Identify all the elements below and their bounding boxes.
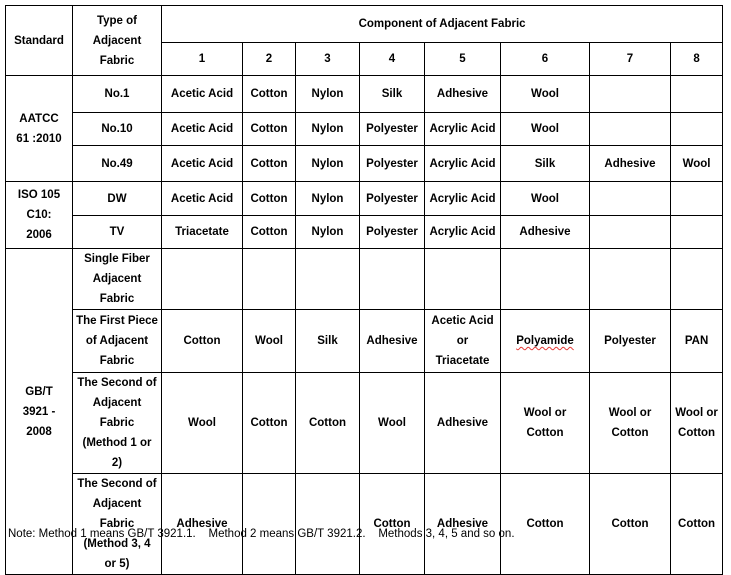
iso-standard-cell: ISO 105 C10: 2006 — [6, 182, 73, 249]
type-cell: Single Fiber Adjacent Fabric — [73, 249, 162, 310]
type-cell: The Second of Adjacent Fabric (Method 1 or 2) — [73, 373, 162, 474]
component-cell: Adhesive — [501, 216, 590, 249]
header-row-1 — [6, 6, 723, 43]
component-cell: Silk — [360, 76, 425, 113]
component-cell: Acrylic Acid — [425, 113, 501, 146]
component-cell: Cotton — [243, 146, 296, 182]
component-cell — [425, 249, 501, 310]
col-header-4: 4 — [360, 43, 425, 76]
col-header-7: 7 — [590, 43, 671, 76]
component-cell: Acrylic Acid — [425, 182, 501, 216]
table-row — [6, 373, 723, 474]
col-header-2: 2 — [243, 43, 296, 76]
component-cell: Wool or Cotton — [590, 373, 671, 474]
component-cell: Adhesive — [590, 146, 671, 182]
aatcc-standard-cell: AATCC 61 :2010 — [6, 76, 73, 182]
type-header: Type of Adjacent Fabric — [73, 6, 162, 76]
component-cell — [296, 474, 360, 575]
component-cell: Polyester — [360, 182, 425, 216]
component-cell: Adhesive — [425, 474, 501, 575]
component-cell: Polyester — [360, 216, 425, 249]
component-cell: Cotton — [243, 113, 296, 146]
component-cell: Cotton — [243, 373, 296, 474]
component-cell: Polyester — [360, 146, 425, 182]
component-cell: Cotton — [162, 310, 243, 373]
table-row — [6, 146, 723, 182]
component-cell — [590, 249, 671, 310]
component-cell: Cotton — [243, 76, 296, 113]
component-cell — [671, 216, 723, 249]
component-cell — [360, 249, 425, 310]
component-cell: Polyester — [590, 310, 671, 373]
component-cell: Adhesive — [162, 474, 243, 575]
table-row — [6, 474, 723, 575]
component-cell: Silk — [296, 310, 360, 373]
component-cell: Acetic Acid — [162, 113, 243, 146]
component-cell: Adhesive — [360, 310, 425, 373]
component-header: Component of Adjacent Fabric — [162, 6, 723, 43]
component-cell: Acetic Acid — [162, 76, 243, 113]
component-cell — [590, 182, 671, 216]
component-cell: Acetic Acid — [162, 182, 243, 216]
component-cell: Wool — [501, 76, 590, 113]
type-cell: No.49 — [73, 146, 162, 182]
col-header-3: 3 — [296, 43, 360, 76]
type-cell: The Second of Adjacent Fabric (Method 3, 4 or 5) — [73, 474, 162, 575]
spellcheck-underline-text: Polyamide — [516, 335, 574, 347]
component-cell: Cotton — [671, 474, 723, 575]
component-cell: Acetic Acid or Triacetate — [425, 310, 501, 373]
component-cell: Wool — [671, 146, 723, 182]
component-cell — [671, 182, 723, 216]
table-row — [6, 216, 723, 249]
component-cell — [590, 216, 671, 249]
gbt-standard-cell: GB/T 3921 - 2008 — [6, 249, 73, 575]
component-cell: Wool — [360, 373, 425, 474]
component-cell — [162, 249, 243, 310]
component-cell — [243, 474, 296, 575]
component-cell — [501, 310, 590, 373]
component-cell: Nylon — [296, 182, 360, 216]
component-cell: Wool — [501, 113, 590, 146]
adjacent-fabric-table — [5, 5, 723, 575]
component-cell: Nylon — [296, 76, 360, 113]
component-cell — [590, 113, 671, 146]
standard-header: Standard — [6, 6, 73, 76]
table-row — [6, 310, 723, 373]
type-cell: TV — [73, 216, 162, 249]
component-cell: Wool — [243, 310, 296, 373]
component-cell: Acrylic Acid — [425, 216, 501, 249]
component-cell: Cotton — [296, 373, 360, 474]
component-cell: Nylon — [296, 216, 360, 249]
component-cell: Nylon — [296, 146, 360, 182]
component-cell: Triacetate — [162, 216, 243, 249]
component-cell — [243, 249, 296, 310]
component-cell: Cotton — [360, 474, 425, 575]
component-cell — [590, 76, 671, 113]
component-cell — [296, 249, 360, 310]
component-cell: Wool — [162, 373, 243, 474]
table-row — [6, 76, 723, 113]
type-cell: No.1 — [73, 76, 162, 113]
col-header-5: 5 — [425, 43, 501, 76]
component-cell: Cotton — [243, 182, 296, 216]
col-header-1: 1 — [162, 43, 243, 76]
col-header-6: 6 — [501, 43, 590, 76]
type-cell: DW — [73, 182, 162, 216]
component-cell — [671, 249, 723, 310]
component-cell — [671, 113, 723, 146]
type-cell: The First Piece of Adjacent Fabric — [73, 310, 162, 373]
table-row — [6, 249, 723, 310]
component-cell: Wool or Cotton — [671, 373, 723, 474]
footnote: Note: Method 1 means GB/T 3921.1. Method 2 means GB/T 3921.2. Methods 3, 4, 5 and so on. — [8, 528, 515, 540]
component-cell: Wool — [501, 182, 590, 216]
component-cell: Adhesive — [425, 373, 501, 474]
component-cell: Nylon — [296, 113, 360, 146]
type-cell: No.10 — [73, 113, 162, 146]
component-cell: Polyester — [360, 113, 425, 146]
component-cell — [671, 76, 723, 113]
component-cell: Silk — [501, 146, 590, 182]
component-cell: PAN — [671, 310, 723, 373]
component-cell: Adhesive — [425, 76, 501, 113]
component-cell: Cotton — [243, 216, 296, 249]
component-cell: Cotton — [501, 474, 590, 575]
component-cell: Cotton — [590, 474, 671, 575]
col-header-8: 8 — [671, 43, 723, 76]
component-cell — [501, 249, 590, 310]
component-cell: Acetic Acid — [162, 146, 243, 182]
table-row — [6, 182, 723, 216]
component-cell: Wool or Cotton — [501, 373, 590, 474]
component-cell: Acrylic Acid — [425, 146, 501, 182]
table-row — [6, 113, 723, 146]
